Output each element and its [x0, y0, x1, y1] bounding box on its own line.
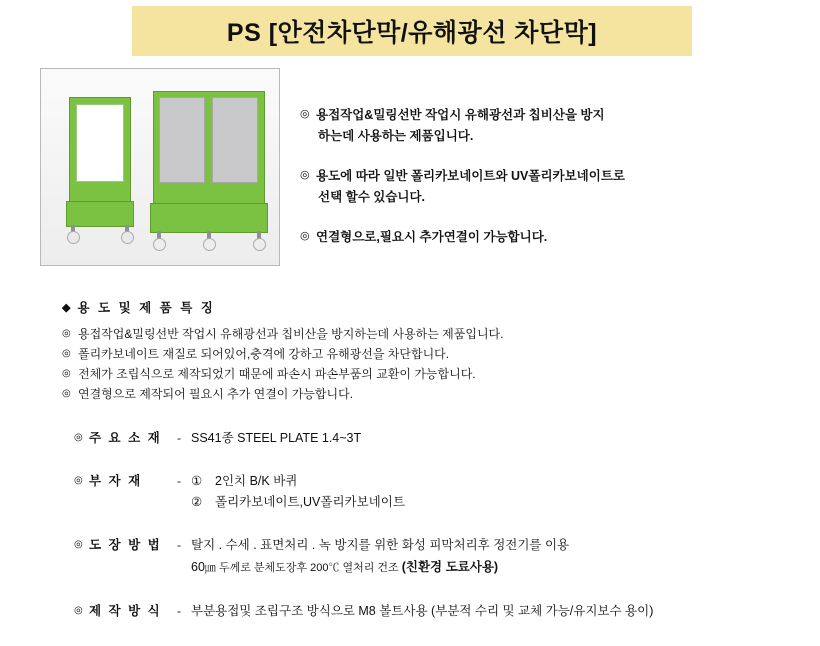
screen-glass — [159, 97, 205, 183]
coating-thickness: 60 — [191, 560, 205, 574]
spec-value — [191, 471, 814, 513]
highlight-line: 용접작업&밀링선반 작업시 유해광선과 칩비산을 방지 — [316, 108, 605, 122]
screen-glass — [76, 104, 124, 182]
spec-dash: - — [177, 474, 181, 488]
features-heading — [62, 298, 782, 316]
caster-wheel-icon — [203, 238, 216, 251]
highlight-line: 선택 할수 있습니다. — [318, 190, 426, 204]
feature-text: 폴리카보네이트 재질로 되어있어,충격에 강하고 유해광선을 차단합니다. — [78, 347, 450, 361]
spec-block-coating — [74, 535, 814, 579]
page-title: PS [안전차단막/유해광선 차단막] — [226, 19, 598, 47]
spec-sub-text: 폴리카보네이트,UV폴리카보네이트 — [215, 495, 405, 509]
bullet-marker-icon: ◎ — [74, 605, 83, 616]
product-photo — [40, 68, 280, 266]
bullet-marker-icon: ◎ — [74, 539, 83, 550]
spec-row — [74, 471, 814, 513]
feature-text: 연결형으로 제작되어 필요시 추가 연결이 가능합니다. — [78, 387, 354, 401]
feature-item — [62, 364, 782, 384]
coating-process: ㎛ 두께로 분체도장후 200℃ 열처리 건조 — [204, 562, 402, 574]
feature-text: 전체가 조립식으로 제작되었기 때문에 파손시 파손부품의 교환이 가능합니다. — [78, 367, 476, 381]
spec-row — [74, 428, 814, 449]
feature-item — [62, 324, 782, 344]
coating-note: (친환경 도료사용) — [401, 560, 499, 574]
spec-row — [74, 535, 814, 556]
bullet-marker-icon: ◎ — [62, 348, 71, 359]
spec-label: 주 요 소 재 — [89, 431, 162, 445]
bullet-marker-icon: ◎ — [300, 108, 310, 120]
bullet-marker-icon: ◎ — [74, 432, 83, 443]
feature-item — [62, 384, 782, 404]
highlight-list — [300, 105, 800, 267]
spec-sub-item — [191, 492, 814, 513]
specs-section — [74, 428, 814, 644]
spec-block-material — [74, 428, 814, 449]
highlight-body — [316, 227, 800, 248]
features-heading-label: 용 도 및 제 품 특 징 — [77, 301, 216, 315]
bullet-marker-icon: ◎ — [300, 169, 310, 181]
features-section — [62, 298, 782, 404]
spec-block-subparts — [74, 471, 814, 513]
spec-sub-text: 2인치 B/K 바퀴 — [215, 474, 298, 488]
screen-glass — [212, 97, 258, 183]
highlight-line: 용도에 따라 일반 폴리카보네이트와 UV폴리카보네이트로 — [316, 169, 625, 183]
highlight-line: 연결형으로,필요시 추가연결이 가능합니다. — [316, 230, 548, 244]
bullet-marker-icon: ◎ — [62, 328, 71, 339]
spec-value: 부분용접및 조립구조 방식으로 M8 볼트사용 (부분적 수리 및 교체 가능/유지보수 용이) — [191, 604, 654, 618]
caster-wheel-icon — [67, 231, 80, 244]
diamond-bullet-icon: ◆ — [62, 301, 71, 314]
spec-label: 부 자 재 — [89, 474, 143, 488]
bullet-marker-icon: ◎ — [74, 475, 83, 486]
spec-sub-number: ① — [191, 474, 203, 488]
highlight-item — [300, 166, 800, 208]
bullet-marker-icon: ◎ — [62, 368, 71, 379]
bullet-marker-icon: ◎ — [300, 230, 310, 242]
spec-sub-number: ② — [191, 495, 203, 509]
spec-label: 도 장 방 법 — [89, 538, 162, 552]
feature-item — [62, 344, 782, 364]
spec-value: SS41종 STEEL PLATE 1.4~3T — [191, 431, 362, 445]
highlight-item — [300, 227, 800, 248]
screen-base — [150, 203, 268, 233]
highlight-line: 하는데 사용하는 제품입니다. — [318, 129, 474, 143]
spec-sub-item — [191, 471, 814, 492]
product-photo-inner — [41, 69, 279, 265]
spec-label: 제 작 방 식 — [89, 604, 162, 618]
highlight-item — [300, 105, 800, 147]
spec-value: 탈지 . 수세 . 표면처리 . 녹 방지를 위한 화성 피막처리후 정전기를 이용 — [191, 538, 570, 552]
bullet-marker-icon: ◎ — [62, 388, 71, 399]
spec-row — [74, 601, 814, 622]
highlight-body — [316, 166, 800, 208]
screen-double-panel — [153, 91, 265, 243]
caster-wheel-icon — [153, 238, 166, 251]
spec-dash: - — [177, 604, 181, 618]
caster-wheel-icon — [121, 231, 134, 244]
screen-base — [66, 201, 134, 227]
spec-block-fabrication — [74, 601, 814, 622]
spec-continuation — [74, 556, 814, 579]
spec-dash: - — [177, 538, 181, 552]
feature-text: 용접작업&밀링선반 작업시 유해광선과 칩비산을 방지하는데 사용하는 제품입니다. — [78, 327, 504, 341]
screen-single-panel — [69, 97, 131, 237]
caster-wheel-icon — [253, 238, 266, 251]
highlight-body — [316, 105, 800, 147]
spec-dash: - — [177, 431, 181, 445]
page-title-banner — [132, 6, 692, 56]
